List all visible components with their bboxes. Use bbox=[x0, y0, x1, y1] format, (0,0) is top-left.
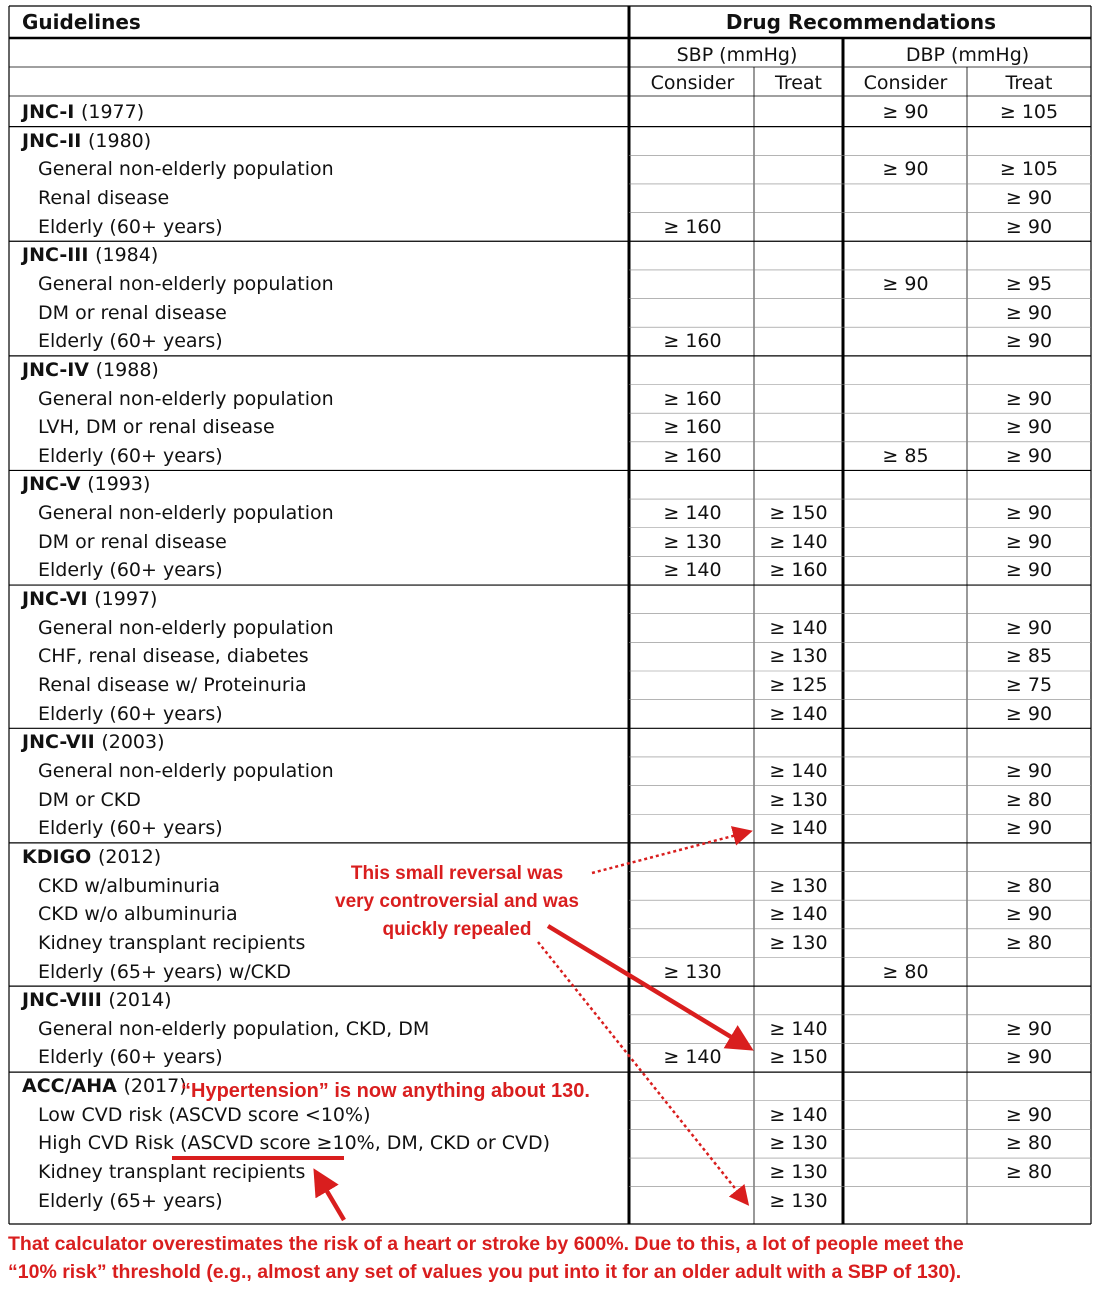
sbp-consider-value: ≥ 160 bbox=[663, 215, 722, 238]
guideline-abbrev: JNC-VI bbox=[22, 588, 88, 611]
dbp-treat-value: ≥ 90 bbox=[1005, 559, 1053, 582]
sbp-header: SBP (mmHg) bbox=[676, 44, 798, 66]
drug-recommendations-header: Drug Recommendations bbox=[725, 10, 997, 34]
sbp-treat-value: ≥ 140 bbox=[769, 702, 828, 725]
sbp-treat-value: ≥ 160 bbox=[769, 559, 828, 582]
guideline-year: (2012) bbox=[97, 845, 162, 868]
dbp-treat-value: ≥ 90 bbox=[1005, 301, 1053, 324]
dotted-arrow-to-jnc7-elderly bbox=[592, 832, 748, 873]
sbp-treat-value: ≥ 130 bbox=[769, 874, 828, 897]
dbp-treat-value: ≥ 90 bbox=[1005, 444, 1053, 467]
guideline-year: (1977) bbox=[80, 101, 145, 123]
dbp-treat-value: ≥ 90 bbox=[1005, 387, 1053, 410]
reversal-annotation bbox=[302, 860, 612, 944]
dbp-treat-value: ≥ 90 bbox=[1005, 702, 1053, 725]
arrow-to-ascvd-score bbox=[318, 1176, 344, 1220]
guideline-year: (1984) bbox=[95, 244, 159, 267]
dbp-treat-value: ≥ 75 bbox=[1005, 674, 1053, 696]
sbp-consider-value: ≥ 130 bbox=[663, 530, 722, 553]
dbp-treat-value: ≥ 90 bbox=[1005, 1103, 1053, 1126]
guideline-year: (2014) bbox=[108, 989, 172, 1012]
reversal-annotation-line3: quickly repealed bbox=[382, 919, 532, 940]
dbp-consider-value: ≥ 90 bbox=[882, 272, 929, 295]
dbp-treat-value: ≥ 80 bbox=[1005, 1161, 1053, 1184]
population-label: Elderly (60+ years) bbox=[38, 817, 223, 840]
population-label: General non-elderly population bbox=[38, 158, 334, 181]
population-label: DM or CKD bbox=[38, 788, 141, 811]
dbp-consider-value: ≥ 85 bbox=[882, 444, 929, 467]
population-label: Elderly (65+ years) w/CKD bbox=[38, 960, 291, 983]
dbp-treat-value: ≥ 90 bbox=[1005, 215, 1053, 238]
reversal-annotation-line1: This small reversal was bbox=[350, 863, 564, 884]
population-label: General non-elderly population bbox=[38, 759, 334, 782]
dbp-treat-header: Treat bbox=[1005, 72, 1053, 94]
population-label: Elderly (60+ years) bbox=[38, 559, 223, 582]
dbp-treat-value: ≥ 90 bbox=[1005, 502, 1053, 525]
sbp-treat-value: ≥ 140 bbox=[769, 817, 828, 840]
dbp-treat-value: ≥ 95 bbox=[1005, 272, 1053, 295]
sbp-consider-value: ≥ 160 bbox=[663, 416, 722, 439]
sbp-treat-header: Treat bbox=[775, 72, 822, 94]
dbp-treat-value: ≥ 90 bbox=[1005, 1046, 1053, 1069]
population-label: General non-elderly population bbox=[38, 387, 334, 410]
sbp-treat-value: ≥ 140 bbox=[769, 530, 828, 553]
population-label: Renal disease bbox=[38, 186, 170, 209]
population-label: LVH, DM or renal disease bbox=[38, 416, 275, 439]
population-label: General non-elderly population, CKD, DM bbox=[38, 1017, 430, 1040]
dbp-treat-value: ≥ 105 bbox=[999, 158, 1059, 181]
sbp-consider-value: ≥ 160 bbox=[663, 387, 722, 410]
population-label: Kidney transplant recipients bbox=[38, 1161, 306, 1184]
population-label: DM or renal disease bbox=[38, 301, 227, 324]
dbp-treat-value: ≥ 80 bbox=[1005, 874, 1053, 897]
dbp-header: DBP (mmHg) bbox=[905, 44, 1030, 66]
population-label: CKD w/albuminuria bbox=[38, 874, 220, 897]
dbp-consider-value: ≥ 90 bbox=[882, 158, 929, 181]
guideline-abbrev: JNC-I bbox=[22, 101, 75, 123]
population-label: Kidney transplant recipients bbox=[38, 931, 306, 954]
population-label: DM or renal disease bbox=[38, 530, 227, 553]
dbp-treat-value: ≥ 90 bbox=[1005, 1017, 1053, 1040]
population-label: Elderly (65+ years) bbox=[38, 1189, 223, 1212]
dbp-treat-value: ≥ 90 bbox=[1005, 330, 1053, 353]
population-label: Renal disease w/ Proteinuria bbox=[38, 674, 307, 696]
guideline-abbrev: JNC-V bbox=[22, 473, 81, 496]
footer-annotation bbox=[8, 1230, 964, 1286]
guideline-abbrev: JNC-IV bbox=[22, 358, 90, 381]
guidelines-header: Guidelines bbox=[22, 10, 141, 34]
sbp-consider-value: ≥ 160 bbox=[663, 330, 722, 353]
sbp-consider-value: ≥ 140 bbox=[663, 502, 722, 525]
reversal-annotation-line2: very controversial and was bbox=[335, 891, 579, 912]
sbp-treat-value: ≥ 140 bbox=[769, 1103, 828, 1126]
guideline-abbrev: KDIGO bbox=[22, 845, 92, 868]
population-label: CHF, renal disease, diabetes bbox=[38, 645, 309, 668]
guideline-abbrev: JNC-III bbox=[22, 244, 89, 267]
population-label: CKD w/o albuminuria bbox=[38, 903, 238, 926]
dbp-treat-value: ≥ 105 bbox=[999, 101, 1059, 123]
guideline-abbrev: JNC-VIII bbox=[22, 989, 102, 1012]
footer-annotation-line2: “10% risk” threshold (e.g., almost any set of values you put into it for an older adult with a SBP of 130). bbox=[8, 1261, 962, 1283]
population-label: Elderly (60+ years) bbox=[38, 444, 223, 467]
dbp-treat-value: ≥ 80 bbox=[1005, 1132, 1053, 1155]
population-label: High CVD Risk (ASCVD score ≥10%, DM, CKD or CVD) bbox=[38, 1132, 551, 1155]
sbp-treat-value: ≥ 140 bbox=[769, 759, 828, 782]
sbp-consider-header: Consider bbox=[650, 72, 735, 94]
guideline-year: (2017) bbox=[123, 1075, 187, 1098]
sbp-treat-value: ≥ 140 bbox=[769, 903, 828, 926]
sbp-treat-value: ≥ 125 bbox=[769, 674, 828, 696]
hypertension-annotation: “Hypertension” is now anything about 130. bbox=[181, 1080, 590, 1102]
dbp-treat-value: ≥ 90 bbox=[1005, 616, 1053, 639]
sbp-consider-value: ≥ 130 bbox=[663, 960, 722, 983]
sbp-treat-value: ≥ 130 bbox=[769, 1161, 828, 1184]
sbp-treat-value: ≥ 130 bbox=[769, 1189, 828, 1212]
population-label: Elderly (60+ years) bbox=[38, 215, 223, 238]
sbp-treat-value: ≥ 150 bbox=[769, 502, 828, 525]
population-label: General non-elderly population bbox=[38, 616, 334, 639]
dbp-treat-value: ≥ 90 bbox=[1005, 759, 1053, 782]
dbp-consider-value: ≥ 80 bbox=[882, 960, 929, 983]
dbp-treat-value: ≥ 90 bbox=[1005, 817, 1053, 840]
solid-arrow-to-jnc8-elderly bbox=[548, 926, 746, 1046]
population-label: Elderly (60+ years) bbox=[38, 702, 223, 725]
dbp-treat-value: ≥ 80 bbox=[1005, 931, 1053, 954]
sbp-treat-value: ≥ 130 bbox=[769, 788, 828, 811]
dbp-consider-header: Consider bbox=[863, 72, 948, 94]
dbp-treat-value: ≥ 90 bbox=[1005, 903, 1053, 926]
sbp-treat-value: ≥ 130 bbox=[769, 645, 828, 668]
guideline-year: (1993) bbox=[87, 473, 151, 496]
footer-annotation-line1: That calculator overestimates the risk of a heart or stroke by 600%. Due to this, a lot of people meet the bbox=[8, 1233, 964, 1255]
dbp-treat-value: ≥ 80 bbox=[1005, 788, 1053, 811]
population-label: General non-elderly population bbox=[38, 272, 334, 295]
sbp-treat-value: ≥ 130 bbox=[769, 1132, 828, 1155]
guideline-year: (1997) bbox=[94, 588, 158, 611]
population-label: Elderly (60+ years) bbox=[38, 1046, 223, 1069]
sbp-consider-value: ≥ 140 bbox=[663, 559, 722, 582]
guideline-year: (2003) bbox=[101, 731, 165, 754]
dbp-treat-value: ≥ 90 bbox=[1005, 186, 1053, 209]
guideline-abbrev: JNC-II bbox=[22, 129, 82, 152]
dbp-treat-value: ≥ 90 bbox=[1005, 416, 1053, 439]
guideline-abbrev: ACC/AHA bbox=[22, 1075, 117, 1098]
sbp-treat-value: ≥ 130 bbox=[769, 931, 828, 954]
population-label: Elderly (60+ years) bbox=[38, 330, 223, 353]
population-label: General non-elderly population bbox=[38, 502, 334, 525]
guideline-year: (1980) bbox=[88, 129, 152, 152]
dbp-treat-value: ≥ 90 bbox=[1005, 530, 1053, 553]
dbp-consider-value: ≥ 90 bbox=[882, 101, 929, 123]
dbp-treat-value: ≥ 85 bbox=[1005, 645, 1053, 668]
sbp-consider-value: ≥ 140 bbox=[663, 1046, 722, 1069]
guideline-abbrev: JNC-VII bbox=[22, 731, 95, 754]
sbp-treat-value: ≥ 150 bbox=[769, 1046, 828, 1069]
sbp-treat-value: ≥ 140 bbox=[769, 1017, 828, 1040]
guideline-year: (1988) bbox=[95, 358, 159, 381]
sbp-consider-value: ≥ 160 bbox=[663, 444, 722, 467]
population-label: Low CVD risk (ASCVD score <10%) bbox=[38, 1103, 371, 1126]
sbp-treat-value: ≥ 140 bbox=[769, 616, 828, 639]
